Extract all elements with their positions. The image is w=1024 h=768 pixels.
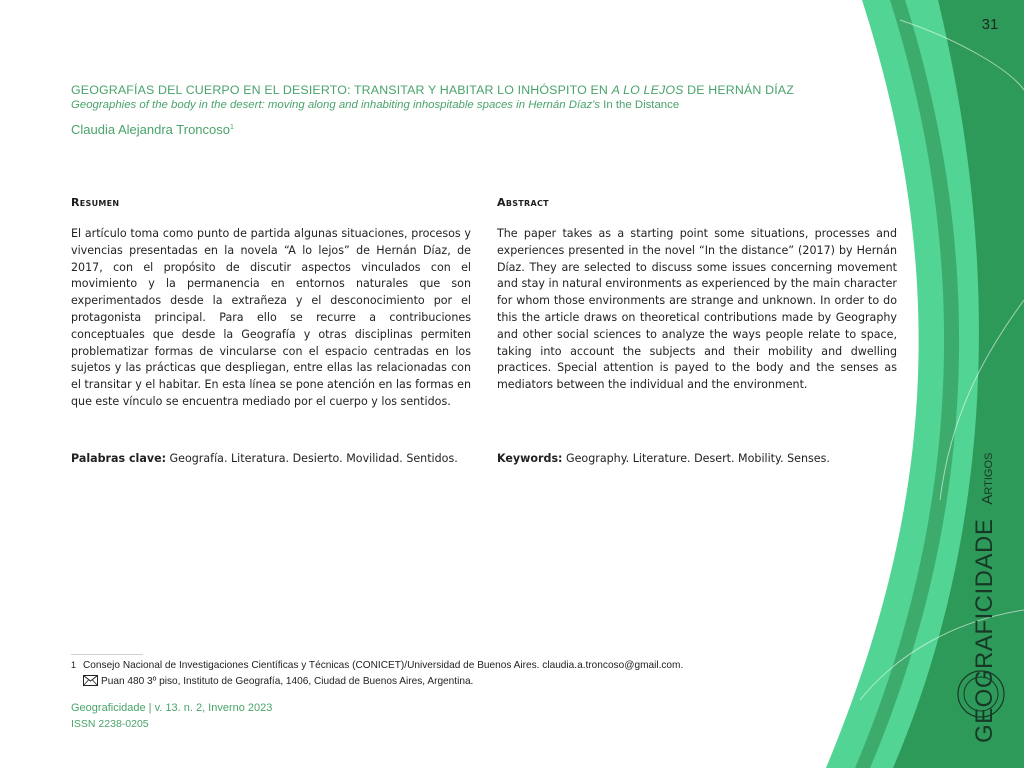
journal-issn: ISSN 2238-0205 — [71, 718, 149, 730]
article-title-portuguese — [71, 83, 861, 97]
journal-brand: GEOGRAFICIDADE — [971, 518, 998, 743]
article-title-english — [71, 99, 861, 111]
author-line — [71, 122, 234, 137]
title-part: DE HERNÁN DÍAZ — [683, 83, 794, 97]
envelope-icon — [83, 675, 98, 686]
keywords-list: Geography. Literature. Desert. Mobility. Senses. — [562, 452, 830, 465]
author-footnote-mark[interactable]: 1 — [230, 124, 234, 131]
footnote-mark: 1 — [71, 660, 77, 670]
book-title: A LO LEJOS — [611, 83, 684, 97]
footnote-address-text: Puan 480 3º piso, Instituto de Geografía, 1406, Ciudad de Buenos Aires, Argentina. — [101, 675, 474, 687]
footnote-divider — [71, 654, 143, 655]
footnote-affiliation — [71, 658, 831, 674]
abstract-text: The paper takes as a starting point some situations, processes and experiences presented in the novel “In the distance” (2017) by Hernán Díaz. They are selected to discuss some issues concerning movement and stay in natural environments as experienced by the main character for whom those environments are strange and unknown. In order to do this the article draws on theoretical contributions made by Geography and other social sciences to analyze the ways people relate to space, taking into account the subjects and their mobility and dwelling practices. Special attention is payed to the body and the senses as mediators between the individual and the environment. — [497, 227, 897, 392]
book-title: In the Distance — [600, 99, 680, 111]
section-label: Artigos — [979, 452, 996, 505]
journal-citation: Geograficidade | v. 13. n. 2, Inverno 2023 — [71, 702, 273, 714]
title-part: GEOGRAFÍAS DEL CUERPO EN EL DESIERTO: TRANSITAR Y HABITAR LO INHÓSPITO EN — [71, 83, 612, 97]
palabras-clave — [71, 452, 458, 465]
abstract-heading: Abstract — [497, 196, 549, 209]
side-label-text — [971, 453, 999, 743]
side-label — [973, 418, 1003, 743]
keywords-list: Geografía. Literatura. Desierto. Movilidad. Sentidos. — [166, 452, 458, 465]
resumen-text: El artículo toma como punto de partida algunas situaciones, procesos y vivencias presentadas en la novela “A lo lejos” de Hernán Díaz, de 2017, con el propósito de discutir aspectos vinculados con el movimiento y la permanencia en entornos naturales que son experimentados desde la extrañeza y el desconocimiento por el protagonista principal. Para ello se recurre a contribuciones conceptuales que desde la Geografía y otras disciplinas permiten problematizar formas de vincularse con el espacio centradas en los sujetos y las prácticas que despliegan, entre ellas las relacionadas con el transitar y el habitar. En esta línea se pone atención en las formas en que este vínculo se encuentra mediado por el cuerpo y los sentidos. — [71, 227, 471, 408]
keywords-label: Keywords: — [497, 452, 563, 465]
author-name: Claudia Alejandra Troncoso — [71, 122, 230, 137]
keywords — [497, 452, 830, 465]
resumen-heading: Resumen — [71, 196, 120, 209]
footnote-address — [71, 674, 831, 690]
title-part: Geographies of the body in the desert: moving along and inhabiting inhospitable spaces in Hernán Díaz's — [71, 99, 601, 111]
page-number: 31 — [981, 16, 999, 33]
keywords-label: Palabras clave: — [71, 452, 167, 465]
footnote — [71, 658, 831, 689]
footnote-affiliation-text: Consejo Nacional de Investigaciones Científicas y Técnicas (CONICET)/Universidad de Buenos Aires. claudia.a.troncoso@gmail.com. — [83, 660, 684, 671]
